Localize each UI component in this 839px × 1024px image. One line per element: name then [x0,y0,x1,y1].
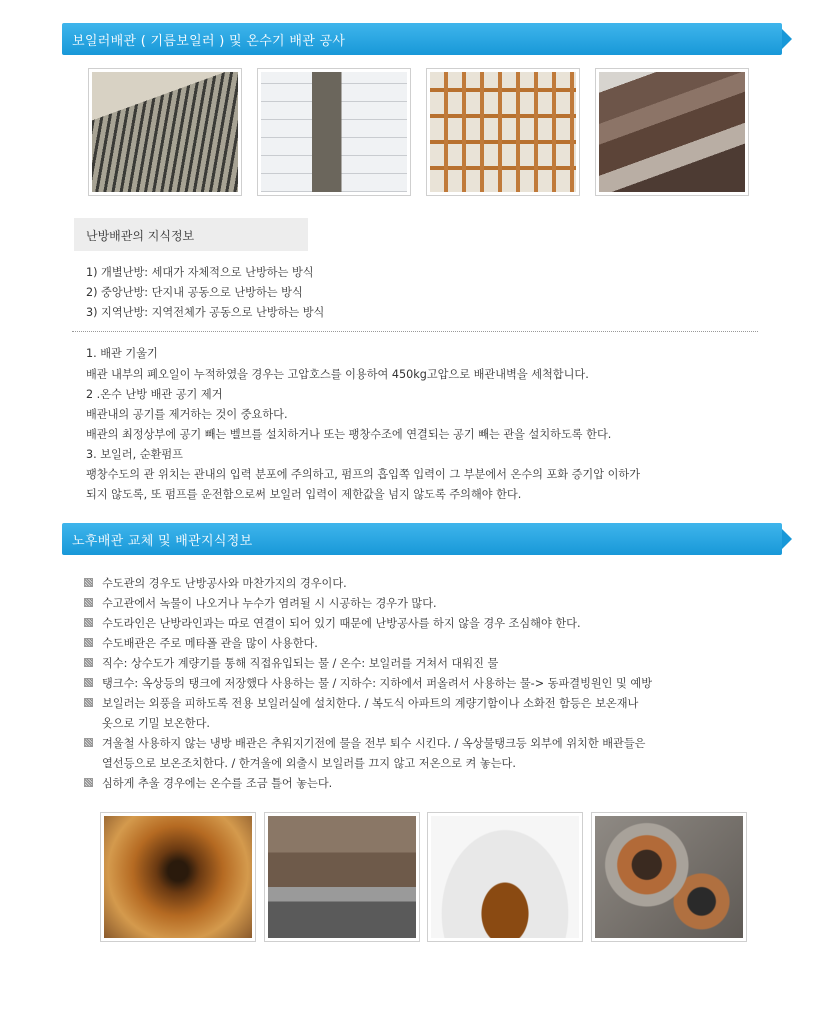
body-line: 배관 내부의 폐오일이 누적하였을 경우는 고압호스를 이용하여 450kg고압으로 배관내벽을 세척합니다. [86,368,589,381]
bullet-icon [84,738,93,747]
bullet-icon [84,678,93,687]
bullet-text-continued: 열선등으로 보온조치한다. / 한겨울에 외출시 보일러를 끄지 않고 저온으로 켜 놓는다. [102,757,516,770]
bullet-text: 수도라인은 난방라인과는 따로 연결이 되어 있기 때문에 난방공사를 하지 않을 경우 조심해야 한다. [102,617,581,630]
bullet-icon [84,578,93,587]
photo-copper-pipe-manifold [426,68,580,196]
bullet-text: 직수: 상수도가 계량기를 통해 직접유입되는 물 / 온수: 보일러를 거쳐서 대워진 물 [102,657,499,670]
bullet-text: 탱크수: 옥상등의 탱크에 저장했다 사용하는 물 / 지하수: 지하에서 퍼올려서 사용하는 물-> 동파결빙원인 및 예방 [102,677,653,690]
body-line: 배관의 최정상부에 공기 빼는 벨브를 설치하거나 또는 팽창수조에 연결되는 공기 빼는 관을 설치하도록 한다. [86,428,612,441]
heating-type-item: 3) 지역난방: 지역전체가 공동으로 난방하는 방식 [86,306,325,319]
dotted-divider [72,331,758,332]
photo-rusty-water-faucet [427,812,583,942]
bullet-text-continued: 옷으로 기밀 보온한다. [102,717,210,730]
bullet-icon [84,598,93,607]
bullet-icon [84,658,93,667]
knowledge-subheading [74,218,308,251]
bullet-icon [84,638,93,647]
body-line: 팽창수도의 관 위치는 관내의 입력 분포에 주의하고, 펌프의 흡입쪽 입력이 그 부분에서 온수의 포화 증기압 이하가 [86,468,641,481]
body-line: 2 .온수 난방 배관 공기 제거 [86,388,223,401]
section-title: 보일러배관 ( 기름보일러 ) 및 온수기 배관 공사 [72,34,346,49]
photo-corroded-pipe-wrench [595,68,749,196]
bullet-icon [84,778,93,787]
bullet-text: 수도관의 경우도 난방공사와 마찬가지의 경우이다. [102,577,347,590]
bullet-text: 겨울철 사용하지 않는 냉방 배관은 추워지기전에 물을 전부 퇴수 시킨다. / 옥상물탱크등 외부에 위치한 배관들은 [102,737,646,750]
heating-type-item: 2) 중앙난방: 단지내 공동으로 난방하는 방식 [86,286,303,299]
body-line: 1. 배관 기울기 [86,347,158,360]
body-line: 3. 보일러, 순환펌프 [86,448,183,461]
bullet-text: 수도배관은 주로 메타폴 관을 많이 사용한다. [102,637,318,650]
heating-type-item: 1) 개별난방: 세대가 자체적으로 난방하는 방식 [86,266,314,279]
body-line: 배관내의 공기를 제거하는 것이 중요하다. [86,408,288,421]
bullet-text: 심하게 추울 경우에는 온수를 조금 틀어 놓는다. [102,777,333,790]
section-banner-boiler-piping [62,23,782,55]
photo-floor-heating-pipes [88,68,242,196]
bullet-icon [84,698,93,707]
photo-rusted-pipe-interior [100,812,256,942]
bullet-text: 수고관에서 녹물이 나오거나 누수가 염려될 시 시공하는 경우가 많다. [102,597,437,610]
section-title: 노후배관 교체 및 배관지식정보 [72,534,253,549]
section-banner-old-pipe-replacement [62,523,782,555]
photo-corroded-pipe-fitting [591,812,747,942]
body-line: 되지 않도록, 또 펌프를 운전함으로써 보일러 입력이 제한값을 넘지 않도록 주의해야 한다. [86,488,522,501]
bullet-text: 보일러는 외풍을 피하도록 전용 보일러실에 설치한다. / 복도식 아파트의 계량기함이나 소화전 함등은 보온재나 [102,697,639,710]
knowledge-heading: 난방배관의 지식정보 [86,229,195,243]
bullet-icon [84,618,93,627]
photo-tiled-wall-pipe-repair [257,68,411,196]
photo-corroded-valves [264,812,420,942]
